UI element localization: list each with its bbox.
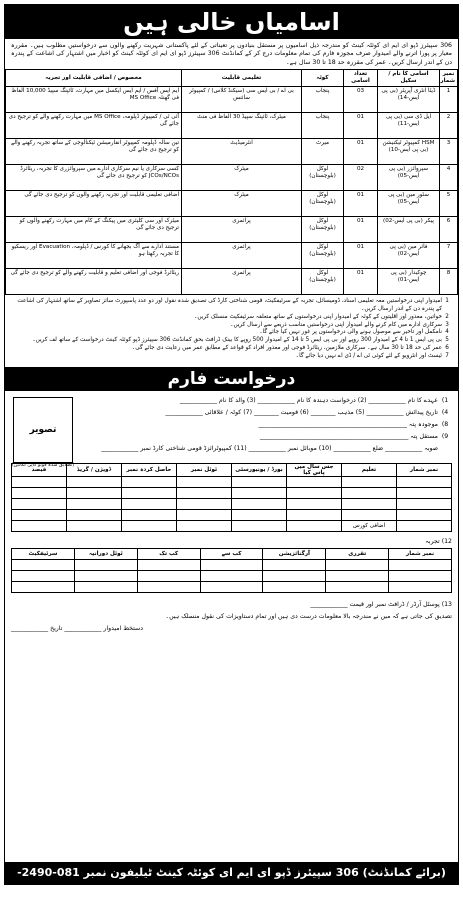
instruction-item xyxy=(11,314,452,322)
footer-banner: (برائے کمانڈنٹ) 306 سپیئرز ڈپو ای ایم ای کوئٹہ کینٹ ٹیلیفون نمبر 081-2490-33733 xyxy=(5,862,458,884)
experience-header-cell: سرٹیفکیٹ xyxy=(12,548,75,559)
job-quota: لوکل (بلوچستان) xyxy=(302,191,344,217)
instruction-number: 6 xyxy=(445,345,449,351)
experience-row[interactable] xyxy=(12,581,452,592)
col-edu: تعلیمی قابلیت xyxy=(182,70,302,87)
col-post: اسامی کا نام / سکیل xyxy=(378,70,440,87)
job-count: 01 xyxy=(344,269,378,295)
education-cell[interactable] xyxy=(232,487,287,498)
job-post: HSM کمپیوٹر ٹیکنیشن (بی پی ایس-10) xyxy=(378,139,440,165)
form-field-row[interactable] xyxy=(89,407,452,419)
experience-cell[interactable] xyxy=(326,581,389,592)
field-label: تاریخ پیدائش ____________ (5) مذہب ________ (6) قومیت ________ (7) کوٹہ / علاقائی ____________ xyxy=(165,408,438,416)
experience-row[interactable] xyxy=(12,559,452,570)
job-quota: لوکل (بلوچستان) xyxy=(302,165,344,191)
job-row xyxy=(6,217,458,243)
field-number: 9) xyxy=(441,432,449,440)
col-quota: کوٹہ xyxy=(302,70,344,87)
job-row xyxy=(6,113,458,139)
job-edu: میٹرک، ٹائپنگ سپیڈ 30 الفاظ فی منٹ xyxy=(182,113,302,139)
education-header-cell: بورڈ / یونیورسٹی xyxy=(232,463,287,476)
col-req: مخصوص / اضافی قابلیت اور تجربہ xyxy=(6,70,182,87)
experience-cell[interactable] xyxy=(137,559,200,570)
instruction-text: عمر کی حد 18 تا 30 سال ہے۔ سرکاری ملازمین، ریٹائرڈ فوجی اور معذور افراد کو قواعد کے مطابق عمر میں رعایت دی جائے گی۔ xyxy=(131,345,442,351)
field-number: 8) xyxy=(441,420,449,428)
job-row xyxy=(6,165,458,191)
education-header-cell: ڈویژن / گریڈ xyxy=(67,463,122,476)
job-row xyxy=(6,269,458,295)
job-quota: لوکل (بلوچستان) xyxy=(302,243,344,269)
job-count: 01 xyxy=(344,243,378,269)
instruction-item xyxy=(11,353,452,361)
field-label: عہدے کا نام ____________ (2) درخواست دہندہ کا نام ____________ (3) والد کا نام ____________ xyxy=(179,396,438,404)
experience-header-cell: کب سے xyxy=(200,548,263,559)
education-cell[interactable] xyxy=(232,476,287,487)
form-fields xyxy=(89,395,452,455)
job-quota: میرٹ xyxy=(302,139,344,165)
job-quota: پنجاب xyxy=(302,87,344,113)
instructions-list xyxy=(5,295,458,363)
instruction-text: امیدوار اپنی درخواستیں معہ تعلیمی اسناد، ڈومیسائل، تجربہ کے سرٹیفکیٹ، قومی شناختی کارڈ کی تصدیق شدہ نقول اور دو عدد پاسپورٹ سائز تصاویر کے ساتھ اشتہار کی اشاعت کے پندرہ دن کے اندر ارسال کریں۔ xyxy=(17,298,442,313)
education-cell[interactable] xyxy=(287,509,342,520)
experience-row[interactable] xyxy=(12,570,452,581)
extra-course-label: اضافی کورس xyxy=(342,520,397,531)
col-num: نمبر شمار xyxy=(440,70,458,87)
job-count: 01 xyxy=(344,217,378,243)
education-header-cell: جس سال میں پاس کیا xyxy=(287,463,342,476)
job-post: سٹور مین (بی پی ایس-05) xyxy=(378,191,440,217)
photo-note: (تصدیق شدہ فوٹو کاپی لگائیں) xyxy=(11,462,75,468)
experience-cell[interactable] xyxy=(137,570,200,581)
form-field-row[interactable] xyxy=(89,395,452,407)
experience-title: 12) تجربہ xyxy=(425,537,452,545)
advertisement-page xyxy=(4,4,459,901)
education-cell[interactable] xyxy=(177,476,232,487)
job-num: 6 xyxy=(440,217,458,243)
experience-cell[interactable] xyxy=(12,559,75,570)
signature-line: دستخط امیدوار ____________ تاریخ ____________ xyxy=(11,624,143,632)
job-num: 3 xyxy=(440,139,458,165)
job-edu: پرائمری xyxy=(182,217,302,243)
job-num: 2 xyxy=(440,113,458,139)
job-edu: میٹرک xyxy=(182,191,302,217)
instruction-number: 7 xyxy=(445,352,449,359)
education-cell[interactable] xyxy=(342,498,397,509)
education-cell[interactable] xyxy=(397,498,452,509)
jobs-table-body xyxy=(6,87,458,295)
experience-table xyxy=(11,548,452,593)
job-count: 01 xyxy=(344,191,378,217)
education-cell[interactable] xyxy=(397,476,452,487)
instruction-text: سرکاری ادارے میں کام کرنے والے امیدوار اپنی درخواستیں مناسب ذریعے سے ارسال کریں۔ xyxy=(230,321,442,328)
form-field-row[interactable] xyxy=(89,443,452,455)
job-post: چوکیدار (بی پی ایس-01) xyxy=(378,269,440,295)
education-cell[interactable] xyxy=(67,476,122,487)
education-cell[interactable] xyxy=(397,509,452,520)
experience-cell[interactable] xyxy=(389,570,452,581)
education-table xyxy=(11,463,452,532)
education-row[interactable] xyxy=(12,498,452,509)
education-cell[interactable] xyxy=(397,520,452,531)
job-req: ریٹائرڈ فوجی اور اضافی تعلیم و قابلیت رکھنے والے کو ترجیح دی جائے گی xyxy=(6,269,182,295)
instruction-number: 3 xyxy=(445,321,449,328)
application-form xyxy=(5,393,458,637)
experience-cell[interactable] xyxy=(12,570,75,581)
instruction-text: بی پی ایس 1 تا 4 کے امیدوار 300 روپے اور بی پی ایس 5 تا 14 کے امیدوار 500 روپے کا بینک ڈرافٹ بحق کمانڈنٹ 306 سپیئرز ڈپو کوئٹہ کینٹ درخواست کے ساتھ لف کریں۔ xyxy=(32,337,442,344)
education-cell[interactable] xyxy=(397,487,452,498)
experience-cell[interactable] xyxy=(74,559,137,570)
job-count: 01 xyxy=(344,113,378,139)
job-post: ایل ڈی سی (بی پی ایس-11) xyxy=(378,113,440,139)
job-num: 1 xyxy=(440,87,458,113)
experience-cell[interactable] xyxy=(137,581,200,592)
job-row xyxy=(6,243,458,269)
job-req: آئی ٹی / کمپیوٹر ڈپلومہ، MS Office میں مہارت رکھنے والے کو ترجیح دی جائے گی xyxy=(6,113,182,139)
job-req: ایم ایس آفس / ایم ایس ایکسل میں مہارت، ٹائپنگ سپیڈ 10,000 الفاظ فی گھنٹہ MS Office xyxy=(6,87,182,113)
education-cell[interactable] xyxy=(342,487,397,498)
field-label: موجودہ پتہ ________________________________________________ xyxy=(258,420,438,428)
declaration: تصدیق کی جاتی ہے کہ میں نے مندرجہ بالا معلومات درست دی ہیں اور تمام دستاویزات کی نقول منسلک ہیں۔ xyxy=(165,612,452,620)
experience-cell[interactable] xyxy=(326,559,389,570)
instruction-number: 4 xyxy=(445,329,449,336)
education-cell[interactable] xyxy=(122,476,177,487)
experience-header-cell: کب تک xyxy=(137,548,200,559)
education-cell[interactable] xyxy=(67,498,122,509)
education-table-body xyxy=(12,476,452,531)
education-cell[interactable] xyxy=(177,487,232,498)
education-cell[interactable] xyxy=(12,520,67,531)
job-edu: بی اے / بی ایس سی (سیکنڈ کلاس) / کمپیوٹر سائنس xyxy=(182,87,302,113)
instruction-item xyxy=(11,337,452,345)
job-req: کسی سرکاری یا نیم سرکاری ادارے میں سپروائزری کا تجربہ، ریٹائرڈ JCOs/NCOs کو ترجیح دی جائے گی xyxy=(6,165,182,191)
experience-table-body xyxy=(12,559,452,592)
instruction-number: 5 xyxy=(445,337,449,344)
experience-cell[interactable] xyxy=(74,581,137,592)
experience-cell[interactable] xyxy=(389,559,452,570)
jobs-table xyxy=(5,69,458,295)
vacancies-header: اسامیاں خالی ہیں xyxy=(5,5,458,39)
job-req: تین سالہ ڈپلومہ کمپیوٹر انفارمیشن ٹیکنالوجی کے ساتھ تجربہ رکھنے والے کو ترجیح دی جائے گی xyxy=(6,139,182,165)
education-cell[interactable] xyxy=(177,498,232,509)
education-header-cell: حاصل کردہ نمبر xyxy=(122,463,177,476)
col-count: تعداد اسامی xyxy=(344,70,378,87)
form-field-row[interactable] xyxy=(89,431,452,443)
job-post: فائر مین (بی پی ایس-02) xyxy=(378,243,440,269)
intro-paragraph: 306 سپیئرز ڈپو ای ایم ای کوئٹہ کینٹ کو مندرجہ ذیل اسامیوں پر مستقل بنیادوں پر تعیناتی کے لئے پاکستانی شہریت رکھنے والوں سے درخواستیں مطلوب ہیں۔ مقررہ معیار پر پورا اترنے والے امیدوار صرف مجوزہ فارم کی تمام معلومات درج کر کے کمانڈنٹ 306 سپیئرز ڈپو ای ایم ای کوئٹہ کینٹ کو اخبار میں اشتہار کی اشاعت کے پندرہ دن کے اندر ارسال کریں۔ عمر کی مقررہ حد 18 تا 30 سال ہے۔ xyxy=(11,42,452,66)
education-cell[interactable] xyxy=(122,520,177,531)
job-edu: انٹرمیڈیٹ xyxy=(182,139,302,165)
job-row xyxy=(6,87,458,113)
job-post: ڈیٹا انٹری آپریٹر (بی پی ایس-14) xyxy=(378,87,440,113)
postal-order-line: 13) پوسٹل آرڈر / ڈرافٹ نمبر اور قیمت ____________ xyxy=(310,600,452,608)
education-cell[interactable] xyxy=(122,498,177,509)
education-cell[interactable] xyxy=(287,520,342,531)
job-edu: پرائمری xyxy=(182,243,302,269)
experience-cell[interactable] xyxy=(74,570,137,581)
education-cell[interactable] xyxy=(12,476,67,487)
education-cell[interactable] xyxy=(177,520,232,531)
education-cell[interactable] xyxy=(287,487,342,498)
instruction-item xyxy=(11,298,452,314)
job-quota: لوکل (بلوچستان) xyxy=(302,269,344,295)
job-num: 8 xyxy=(440,269,458,295)
education-cell[interactable] xyxy=(287,498,342,509)
education-header-cell: فیصد xyxy=(12,463,67,476)
education-row[interactable] xyxy=(12,509,452,520)
job-quota: پنجاب xyxy=(302,113,344,139)
experience-cell[interactable] xyxy=(200,559,263,570)
job-req: میٹرک اور سی کلیئری میں پیکنگ کے کام میں مہارت رکھنے والوں کو ترجیح دی جائے گی xyxy=(6,217,182,243)
job-count: 03 xyxy=(344,87,378,113)
job-edu: پرائمری xyxy=(182,269,302,295)
instruction-text: ٹیسٹ اور انٹرویو کے لئے کوئی ٹی اے / ڈی اے نہیں دیا جائے گا۔ xyxy=(295,352,442,359)
job-count: 01 xyxy=(344,139,378,165)
instruction-text: نامکمل اور تاخیر سے موصول ہونے والی درخواستوں پر غور نہیں کیا جائے گا۔ xyxy=(259,329,442,336)
instruction-number: 2 xyxy=(445,313,449,320)
job-req: اضافی تعلیمی قابلیت اور تجربہ رکھنے والوں کو ترجیح دی جائے گی xyxy=(6,191,182,217)
experience-header-cell: ٹوٹل دورانیہ xyxy=(74,548,137,559)
job-post: پیکر (بی پی ایس-02) xyxy=(378,217,440,243)
education-cell[interactable] xyxy=(67,520,122,531)
education-header-cell: ٹوٹل نمبر xyxy=(177,463,232,476)
education-cell[interactable] xyxy=(12,509,67,520)
education-cell[interactable] xyxy=(122,509,177,520)
education-header-cell: تعلیم xyxy=(342,463,397,476)
experience-cell[interactable] xyxy=(263,570,326,581)
photo-box: تصویر xyxy=(13,397,73,463)
job-num: 5 xyxy=(440,191,458,217)
education-cell[interactable] xyxy=(232,509,287,520)
job-row xyxy=(6,191,458,217)
experience-header-row xyxy=(12,548,452,559)
field-number: 4) xyxy=(441,408,449,416)
experience-cell[interactable] xyxy=(263,581,326,592)
job-num: 4 xyxy=(440,165,458,191)
education-cell[interactable] xyxy=(67,487,122,498)
education-cell[interactable] xyxy=(342,476,397,487)
experience-cell[interactable] xyxy=(200,581,263,592)
instruction-item xyxy=(11,345,452,353)
experience-cell[interactable] xyxy=(326,570,389,581)
education-cell[interactable] xyxy=(122,487,177,498)
job-req: مستند ادارے سے آگ بجھانے کا کورس / ڈپلومہ، Evacuation اور ریسکیو کا تجربہ رکھتا ہو xyxy=(6,243,182,269)
job-edu: میٹرک xyxy=(182,165,302,191)
education-cell[interactable] xyxy=(342,509,397,520)
experience-cell[interactable] xyxy=(200,570,263,581)
education-cell[interactable] xyxy=(287,476,342,487)
education-row[interactable] xyxy=(12,476,452,487)
experience-cell[interactable] xyxy=(263,559,326,570)
education-header-cell: نمبر شمار xyxy=(397,463,452,476)
education-cell[interactable] xyxy=(67,509,122,520)
education-header-row xyxy=(12,463,452,476)
experience-header-cell: تقرری xyxy=(326,548,389,559)
education-cell[interactable] xyxy=(232,498,287,509)
job-post: سپروائزر (بی پی ایس-05) xyxy=(378,165,440,191)
job-count: 02 xyxy=(344,165,378,191)
instruction-number: 1 xyxy=(445,298,449,305)
education-row[interactable] xyxy=(12,520,452,531)
experience-header-cell: آرگنائزیشن xyxy=(263,548,326,559)
experience-cell[interactable] xyxy=(389,581,452,592)
form-title: درخواست فارم xyxy=(5,367,458,391)
education-cell[interactable] xyxy=(12,487,67,498)
job-quota: لوکل (بلوچستان) xyxy=(302,217,344,243)
field-label: صوبہ ____________ ضلع ____________ (10) موبائل نمبر ____________ (11) کمپیوٹرائزڈ قومی شناختی کارڈ نمبر ____________ xyxy=(101,444,438,452)
education-cell[interactable] xyxy=(12,498,67,509)
job-row xyxy=(6,139,458,165)
job-num: 7 xyxy=(440,243,458,269)
education-cell[interactable] xyxy=(232,520,287,531)
education-row[interactable] xyxy=(12,487,452,498)
education-cell[interactable] xyxy=(177,509,232,520)
jobs-table-header xyxy=(6,70,458,87)
experience-cell[interactable] xyxy=(12,581,75,592)
field-label: مستقل پتہ ________________________________________________ xyxy=(259,432,438,440)
experience-header-cell: نمبر شمار xyxy=(389,548,452,559)
instruction-text: خواتین، معذور اور اقلیتوں کے کوٹہ کے امیدوار اپنی درخواستوں کے ساتھ متعلقہ سرٹیفکیٹ منسلک کریں۔ xyxy=(194,313,442,320)
form-field-row[interactable] xyxy=(89,419,452,431)
field-number: 1) xyxy=(441,396,449,404)
